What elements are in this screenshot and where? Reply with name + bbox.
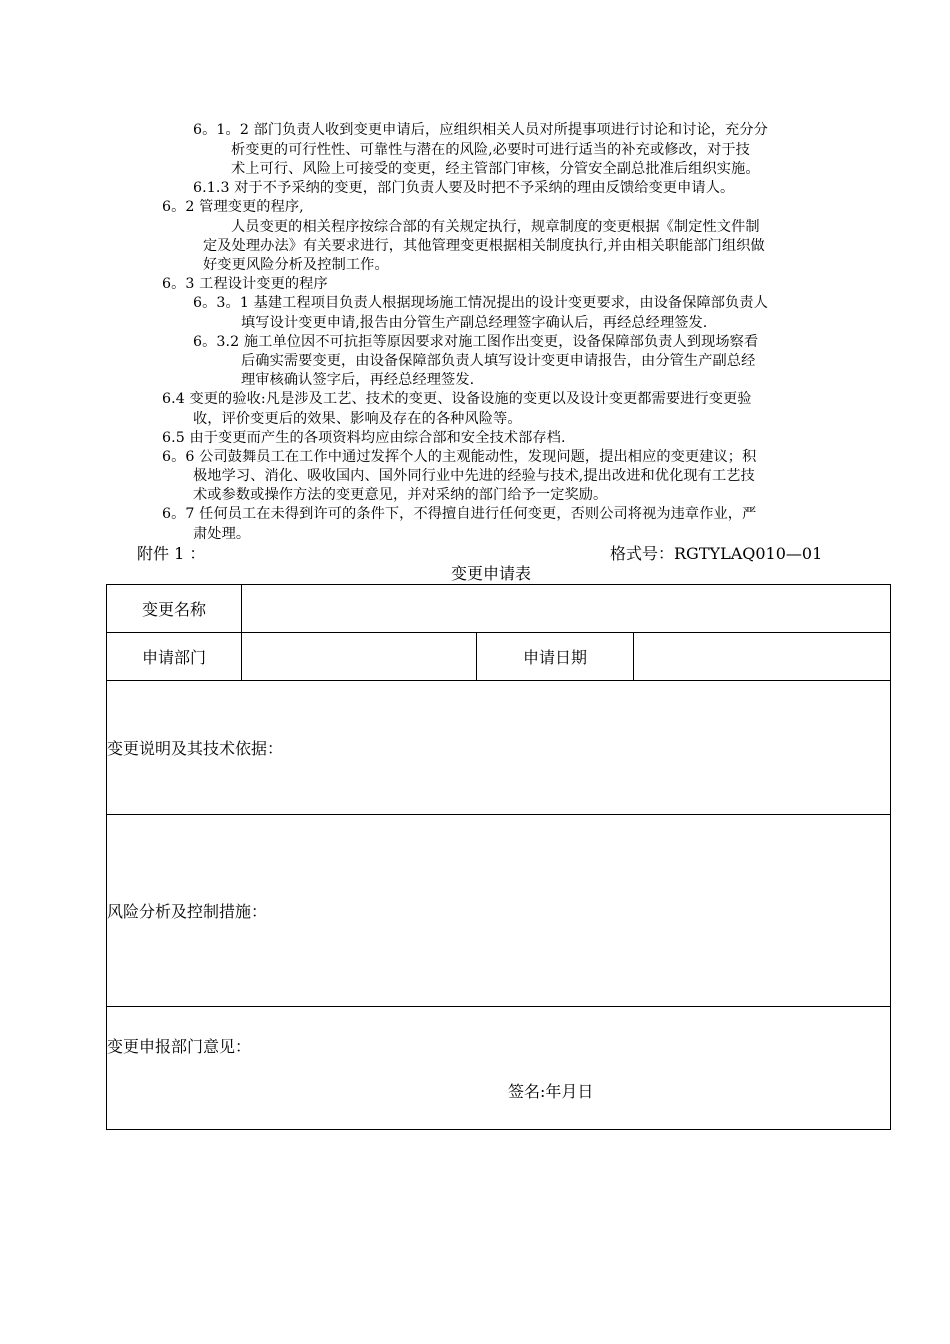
risk-label: 风险分析及控制措施： — [107, 902, 268, 921]
paragraph-line: 理审核确认签字后，再经总经理签发. — [241, 372, 475, 388]
paragraph-line: 6。3。1 基建工程项目负责人根据现场施工情况提出的设计变更要求，由设备保障部负责人 — [193, 295, 768, 311]
paragraph-line: 6。6 公司鼓舞员工在工作中通过发挥个人的主观能动性，发现问题，提出相应的变更建议；积 — [162, 449, 757, 465]
paragraph-line: 6.5 由于变更而产生的各项资料均应由综合部和安全技术部存档. — [162, 430, 566, 446]
paragraph-line: 6。1。2 部门负责人收到变更申请后，应组织相关人员对所提事项进行讨论和讨论，充分分 — [193, 122, 768, 138]
paragraph-line: 极地学习、消化、吸收国内、国外同行业中先进的经验与技术,提出改进和优化现有工艺技 — [193, 468, 755, 484]
paragraph-line: 肃处理。 — [193, 526, 251, 542]
opinion-label: 变更申报部门意见： — [107, 1037, 252, 1056]
paragraph-line: 6.1.3 对于不予采纳的变更，部门负责人要及时把不予采纳的理由反馈给变更申请人。 — [193, 180, 735, 196]
description-row — [107, 681, 891, 815]
opinion-row — [107, 1007, 891, 1130]
dept-label: 申请部门 — [107, 633, 242, 681]
dept-field[interactable] — [242, 633, 477, 681]
paragraph-line: 6。3.2 施工单位因不可抗拒等原因要求对施工图作出变更，设备保障部负责人到现场察看 — [193, 334, 759, 350]
form-title: 变更申请表 — [451, 564, 532, 583]
paragraph-line: 人员变更的相关程序按综合部的有关规定执行，规章制度的变更根据《制定性文件制 — [231, 219, 760, 235]
paragraph-line: 术上可行、风险上可接受的变更，经主管部门审核，分管安全副总批准后组织实施。 — [231, 161, 760, 177]
paragraph-line: 好变更风险分析及控制工作。 — [203, 257, 389, 273]
description-field[interactable] — [107, 681, 891, 815]
signature-date-label: 签名:年月日 — [508, 1082, 594, 1101]
section-heading: 6。3 工程设计变更的程序 — [162, 276, 328, 292]
attachment-label: 附件 1 ： — [137, 544, 206, 563]
change-name-row — [107, 585, 891, 633]
paragraph-line: 后确实需要变更，由设备保障部负责人填写设计变更申请报告，由分管生产副总经 — [241, 353, 756, 369]
paragraph-line: 析变更的可行性性、可靠性与潜在的风险,必要时可进行适当的补充或修改，对于技 — [231, 142, 750, 158]
opinion-field[interactable] — [107, 1007, 891, 1130]
risk-field[interactable] — [107, 815, 891, 1007]
paragraph-line: 6.4 变更的验收:凡是涉及工艺、技术的变更、设备设施的变更以及设计变更都需要进行变更验 — [162, 391, 752, 407]
risk-row — [107, 815, 891, 1007]
change-name-field[interactable] — [242, 585, 891, 633]
change-name-label: 变更名称 — [107, 585, 242, 633]
date-field[interactable] — [634, 633, 891, 681]
date-label: 申请日期 — [477, 633, 634, 681]
dept-date-row — [107, 633, 891, 681]
paragraph-line: 6。7 任何员工在未得到许可的条件下，不得擅自进行任何变更，否则公司将视为违章作业，严 — [162, 506, 757, 522]
section-heading: 6。2 管理变更的程序, — [162, 199, 304, 215]
description-label: 变更说明及其技术依据： — [107, 739, 284, 758]
paragraph-line: 收，评价变更后的效果、影响及存在的各种风险等。 — [193, 411, 522, 427]
paragraph-line: 定及处理办法》有关要求进行，其他管理变更根据相关制度执行,并由相关职能部门组织做 — [203, 238, 765, 254]
paragraph-line: 填写设计变更申请,报告由分管生产副总经理签字确认后，再经总经理签发. — [241, 315, 708, 331]
change-request-form — [106, 584, 891, 1130]
format-number: 格式号：RGTYLAQ010—01 — [610, 544, 823, 563]
paragraph-line: 术或参数或操作方法的变更意见，并对采纳的部门给予一定奖励。 — [193, 487, 608, 503]
